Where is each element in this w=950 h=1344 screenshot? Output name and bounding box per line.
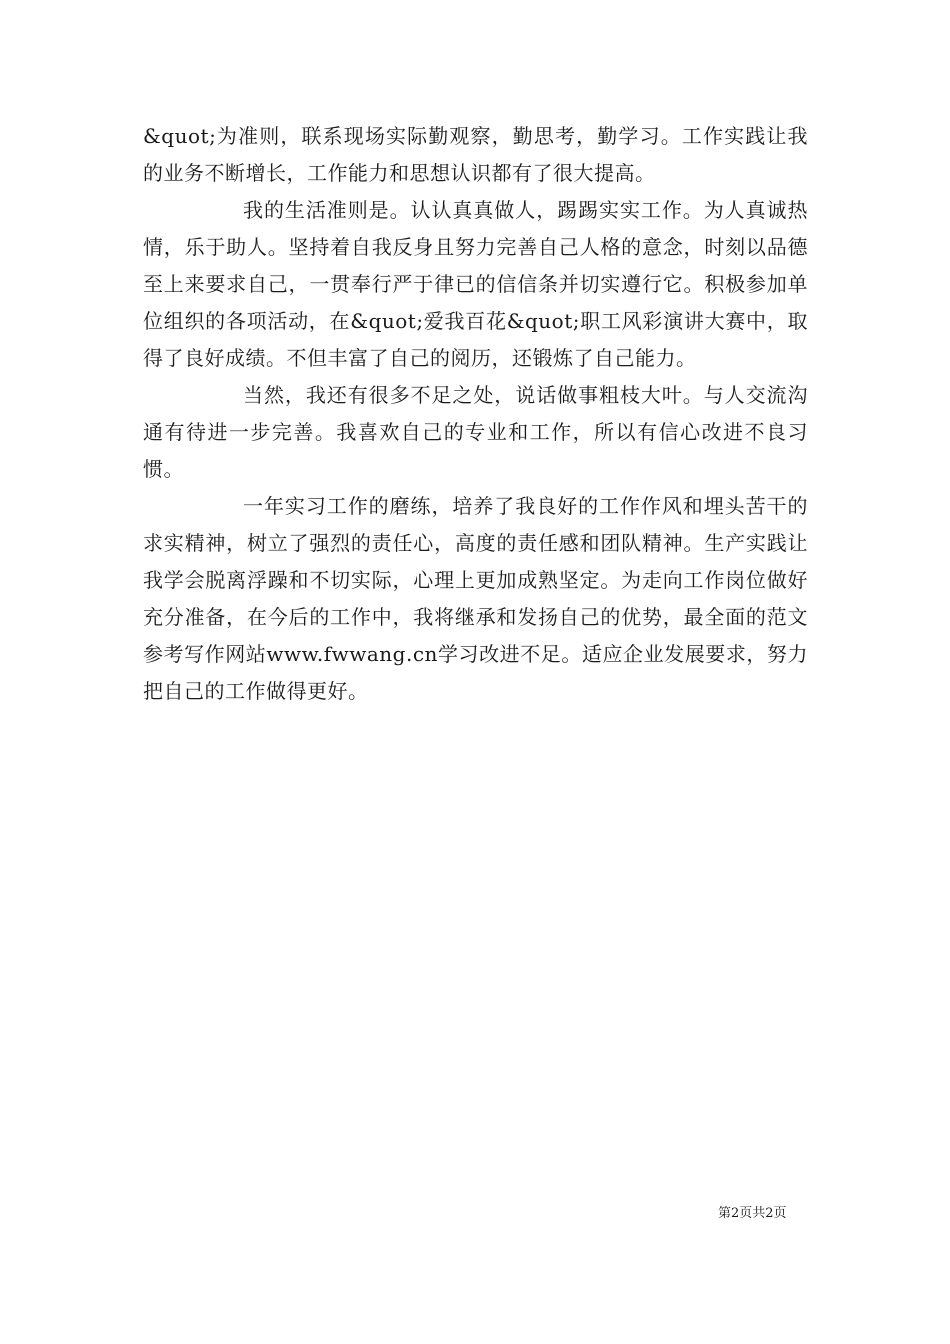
paragraph-4: 一年实习工作的磨练，培养了我良好的工作作风和埋头苦干的求实精神，树立了强烈的责任心，高度的责任感和团队精神。生产实践让我学会脱离浮躁和不切实际，心理上更加成熟坚定。为走向工作岗位做好充分准备，在今后的工作中，我将继承和发扬自己的优势，最全面的范文参考写作网站www.fwwang.cn学习改进不足。适应企业发展要求，努力把自己的工作做得更好。	[143, 494, 808, 703]
page-number: 第2页共2页	[718, 1206, 787, 1221]
document-body	[143, 118, 808, 710]
paragraph-1: &quot;为准则，联系现场实际勤观察，勤思考，勤学习。工作实践让我的业务不断增长，工作能力和思想认识都有了很大提高。	[143, 124, 808, 185]
paragraph-2: 我的生活准则是。认认真真做人，踢踢实实工作。为人真诚热情，乐于助人。坚持着自我反身且努力完善自己人格的意念，时刻以品德至上来要求自己，一贯奉行严于律已的信信条并切实遵行它。积极参加单位组织的各项活动，在&quot;爱我百花&quot;职工风彩演讲大赛中，取得了良好成绩。不但丰富了自己的阅历，还锻炼了自己能力。	[143, 198, 808, 370]
paragraph-3: 当然，我还有很多不足之处，说话做事粗枝大叶。与人交流沟通有待进一步完善。我喜欢自己的专业和工作，所以有信心改进不良习惯。	[143, 383, 808, 481]
